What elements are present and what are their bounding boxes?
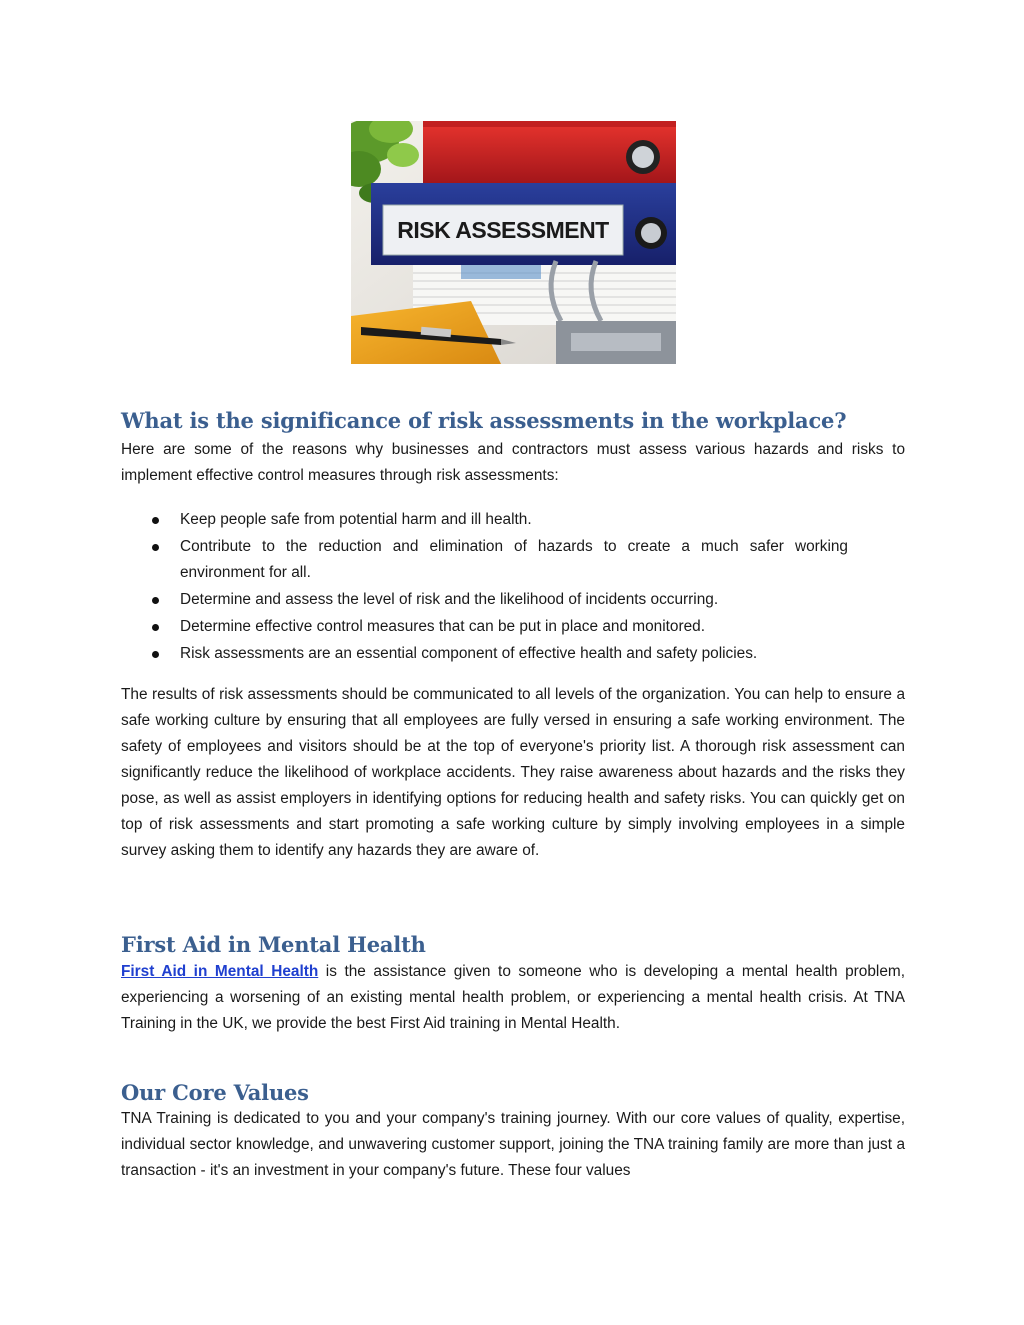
list-item: Keep people safe from potential harm and ill health. <box>121 507 905 533</box>
list-item: Risk assessments are an essential component of effective health and safety policies. <box>121 641 905 667</box>
core-values-paragraph: TNA Training is dedicated to you and your company's training journey. With our core values of quality, expertise, individual sector knowledge, and unwavering customer support, joining the TNA training family are more than just a transaction - it's an investment in your company's future. These four values <box>121 1110 905 1179</box>
binder-label-text: RISK ASSESSMENT <box>397 217 609 243</box>
section-title-risk-significance: What is the significance of risk assessments in the workplace? <box>121 408 847 433</box>
risk-assessment-image <box>351 121 676 364</box>
list-item: Contribute to the reduction and elimination of hazards to create a much safer working environment for all. <box>121 534 905 586</box>
bullet-icon <box>152 517 159 524</box>
bullet-icon <box>152 624 159 631</box>
section-intro-paragraph: Here are some of the reasons why businesses and contractors must assess various hazards and risks to implement effective control measures through risk assessments: <box>121 441 905 484</box>
results-paragraph: The results of risk assessments should be communicated to all levels of the organization. You can help to ensure a safe working culture by ensuring that all employees are fully versed in ensuring a safe working environment. The safety of employees and visitors should be at the top of everyone's priority list. A thorough risk assessment can significantly reduce the likelihood of workplace accidents. They raise awareness about hazards and the risks they pose, as well as assist employers in identifying options for reducing health and safety risks. You can quickly get on top of risk assessments and start promoting a safe working culture by simply involving employees in a simple survey asking them to identify any hazards they are aware of. <box>121 686 905 859</box>
first-aid-paragraph <box>121 959 905 1037</box>
bullet-icon <box>152 544 159 551</box>
list-item: Determine effective control measures that can be put in place and monitored. <box>121 614 905 640</box>
first-aid-mental-health-link[interactable]: First Aid in Mental Health <box>121 963 319 980</box>
bullet-icon <box>152 597 159 604</box>
list-item: Determine and assess the level of risk and the likelihood of incidents occurring. <box>121 587 905 613</box>
first-aid-body-text: is the assistance given to someone who is developing a mental health problem, experiencing a worsening of an existing mental health problem, or experiencing a mental health crisis. At TNA Training in the UK, we provide the best First Aid training in Mental Health. <box>121 963 905 1032</box>
bullet-icon <box>152 651 159 658</box>
section-title-first-aid: First Aid in Mental Health <box>121 932 426 957</box>
section-title-core-values: Our Core Values <box>121 1080 309 1105</box>
reasons-bullet-list <box>121 507 905 668</box>
